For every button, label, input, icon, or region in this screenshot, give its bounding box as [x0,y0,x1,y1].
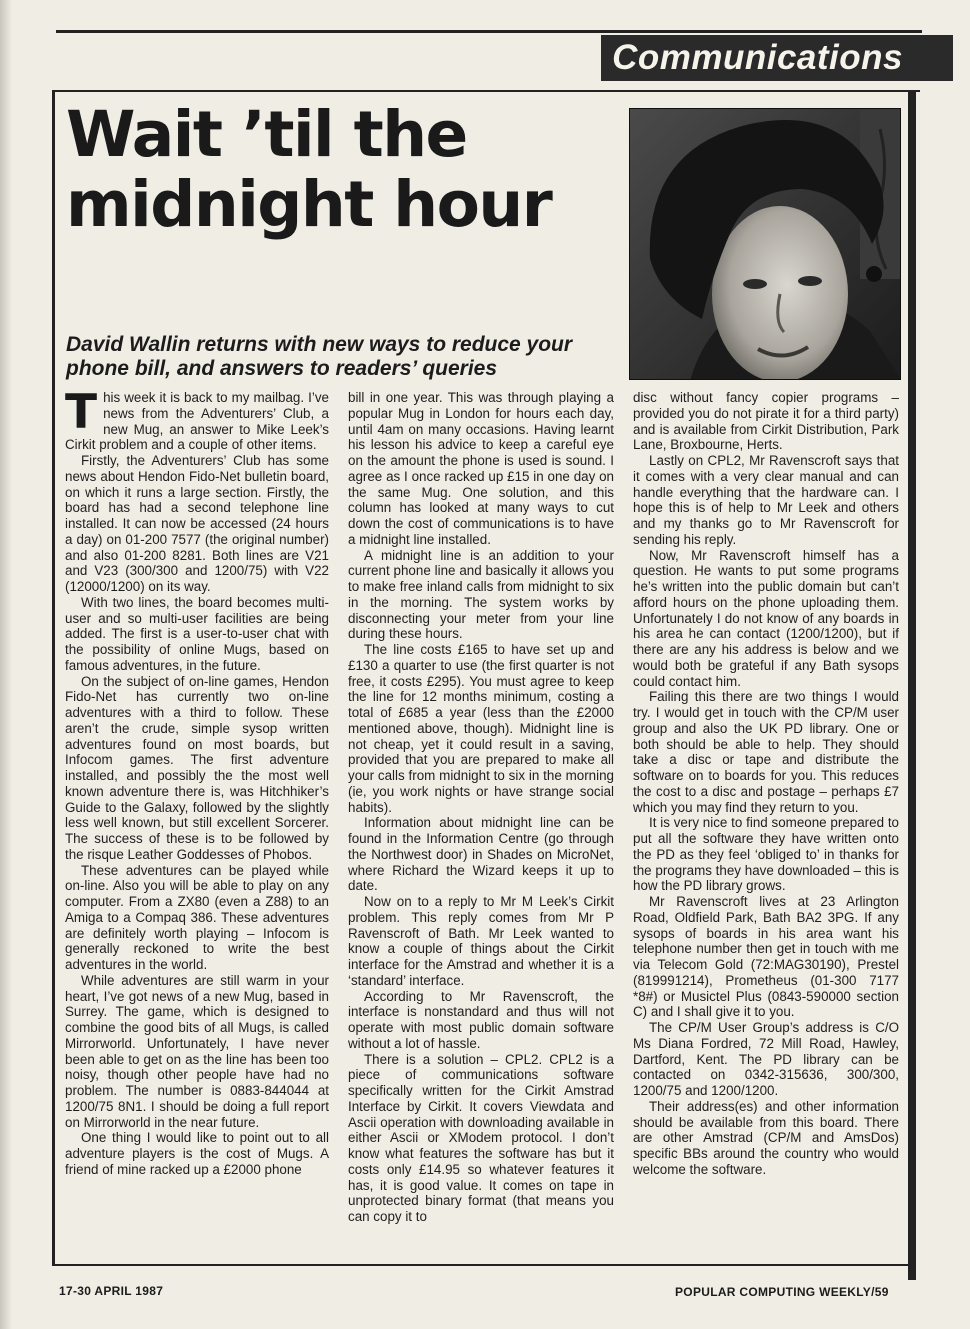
paragraph: With two lines, the board becomes multi-user and so multi-user facilities are being added. The first is a user-to-user chat with the possibility of online Mugs, based on famous adventures, in the future. [65,594,329,673]
page-edge-shadow [0,0,12,1329]
paragraph: A midnight line is an addition to your current phone line and basically it allows you to make free inland calls from midnight to six in the morning. The system works by disconnecting your meter from your line during these hours. [348,547,614,642]
paragraph: There is a solution – CPL2. CPL2 is a piece of communications software specifically written for the Cirkit Amstrad Interface by Cirkit. It covers Viewdata and Ascii operation with downloading available in either Ascii or XModem protocol. I don’t know what features the software has but it costs only £14.95 so whatever features it has, it is good value. It comes on tape in unprotected binary format (that means you can copy it to [348,1051,614,1224]
paragraph: Now, Mr Ravenscroft himself has a question. He wants to put some programs he’s written into the public domain but can’t afford hours on the phone uploading them. Unfortunately I do not know of any boards in his area he can contact (1200/1200), but if there are any his address is below and we would both be grateful if any Bath sysops could contact him. [633,547,899,689]
paragraph: On the subject of on-line games, Hendon Fido-Net has currently two on-line adventures with a third to follow. These aren’t the crude, simple sysop written adventures found on most boards, but Infocom games. The first adventure installed, and possibly the the most well known adventure there is, was Hitchhiker’s Guide to the Galaxy, followed by the slightly less well known, but still excellent Sorcerer. The success of these is to be followed by the risque Leather Goddesses of Phobos. [65,673,329,862]
paragraph: Lastly on CPL2, Mr Ravenscroft says that it comes with a very clear manual and can handle everything that the hardware can. I hope this is of help to Mr Leek and others and my thanks go to Mr Ravenscroft for sending his reply. [633,453,899,547]
paragraph: These adventures can be played while on-line. Also you will be able to play on any computer. From a ZX80 (even a Z88) to an Amiga to a Compaq 386. These adventures are definitely worth playing – Infocom is generally reckoned to write the best adventures in the world. [65,862,329,972]
column-1 [65,385,329,1178]
paragraph: Failing this there are two things I would try. I would get in touch with the CP/M user group and also the UK PD library. One or both should be able to help. They should take a disc or tape and distribute the software on to boards for you. This reduces the cost to a disc and postage – perhaps £7 which you may find they return to you. [633,689,899,815]
box-rule-right [908,90,916,1280]
paragraph: The CP/M User Group’s address is C/O Ms Diana Fordred, 72 Mill Road, Hawley, Dartford, Kent. The PD library can be contacted on 0342-315636, 300/300, 1200/75 and 1200/1200. [633,1020,899,1098]
paragraph: It is very nice to find someone prepared to put all the software they have written onto the PD as they feel ‘obliged to’ in thanks for the programs they have downloaded – this is how the PD library grows. [633,815,899,894]
article-headline [66,100,606,240]
paragraph: Information about midnight line can be found in the Information Centre (go through the Northwest door) in Shades on MicroNet, where Richard the Wizard keeps it up to date. [348,815,614,894]
paragraph: bill in one year. This was through playing a popular Mug in London for hours each day, until 4am on many occasions. Having learnt his lesson his advice to keep a careful eye on the amount the phone is used is sound. I agree as I once racked up £15 in one day on the same Mug. One solution, and this column has looked at many ways to cut down the cost of communications is to have a midnight line installed. [348,390,614,547]
paragraph: One thing I would like to point out to all adventure players is the cost of Mugs. A friend of mine racked up a £2000 phone [65,1130,329,1177]
paragraph: Mr Ravenscroft lives at 23 Arlington Road, Oldfield Park, Bath BA2 3PG. If any sysops of boards in his area want his telephone number then get in touch with me via Telecom Gold (72:MAG30190), Prestel (819991214), Prometheus (01-300 7177 *8#) or Musictel Plus (0843-590000 section C) and I shall give it to you. [633,894,899,1020]
box-rule-top [52,90,920,92]
headline-line-1: Wait ’til the [66,98,467,171]
paragraph: According to Mr Ravenscroft, the interface is nonstandard and thus will not operate with most public domain software without a lot of hassle. [348,988,614,1051]
headline-line-2: midnight hour [66,168,552,241]
portrait-photo-icon [630,109,901,380]
paragraph: While adventures are still warm in your heart, I’ve got news of a new Mug, based in Surrey. The game, which is designed to combine the good bits of all Mugs, is called Mirrorworld. Unfortunately, I have never been able to get on as the line has been too noisy, though other people have had no problem. The number is 0883-844044 at 1200/75 8N1. I should be doing a full report on Mirrorworld in the near future. [65,972,329,1130]
standfirst: David Wallin returns with new ways to reduce your phone bill, and answers to readers’ queries [66,333,573,380]
paragraph: Their address(es) and other information should be available from this board. There are other Amstrad (CP/M and AmsDos) specific BBs around the country who would welcome the software. [633,1098,899,1177]
top-rule [56,30,922,33]
paragraph: The line costs £165 to have set up and £130 a quarter to use (the first quarter is not free, it costs £295). You must agree to keep the line for 12 months minimum, costing a total of £685 a year (less than the £2000 mentioned above, though). Midnight line is not cheap, yet it could result in a saving, provided that you are prepared to make all your calls from midnight to six in the morning (ie, you work nights or have strange social habits). [348,642,614,815]
paragraph: disc without fancy copier programs – provided you do not pirate it for a third party) and is available from Cirkit Distribution, Park Lane, Broxbourne, Herts. [633,390,899,453]
author-photo [629,108,901,380]
page-folio: POPULAR COMPUTING WEEKLY/59 [675,1285,889,1299]
paragraph: Now on to a reply to Mr M Leek’s Cirkit problem. This reply comes from Mr P Ravenscroft of Bath. Mr Leek wanted to know a couple of things about the Cirkit interface for the Amstrad and whether it is a ‘standard’ interface. [348,894,614,988]
column-3 [633,390,899,1178]
box-rule-bottom [52,1264,916,1266]
paragraph [65,385,329,453]
paragraph: Firstly, the Adventurers’ Club has some news about Hendon Fido-Net bulletin board, on which it runs a large section. Firstly, the board has had a second telephone line installed. It can now be accessed (24 hours a day) on 01-200 7577 (the original number) and also 01-200 8281. Both lines are V21 and V23 (300/300 and 1200/75) with V22 (12000/1200) on its way. [65,453,329,594]
paragraph-text: his week it is back to my mailbag. I’ve news from the Adventurers’ Club, a new Mug, an answer to Mike Leek’s Cirkit problem and a couple of other items. [65,390,329,453]
drop-cap: T [65,385,98,440]
column-2 [348,390,614,1225]
box-rule-left [52,90,55,1265]
section-header: Communications [601,35,953,81]
issue-date: 17-30 APRIL 1987 [59,1284,164,1298]
